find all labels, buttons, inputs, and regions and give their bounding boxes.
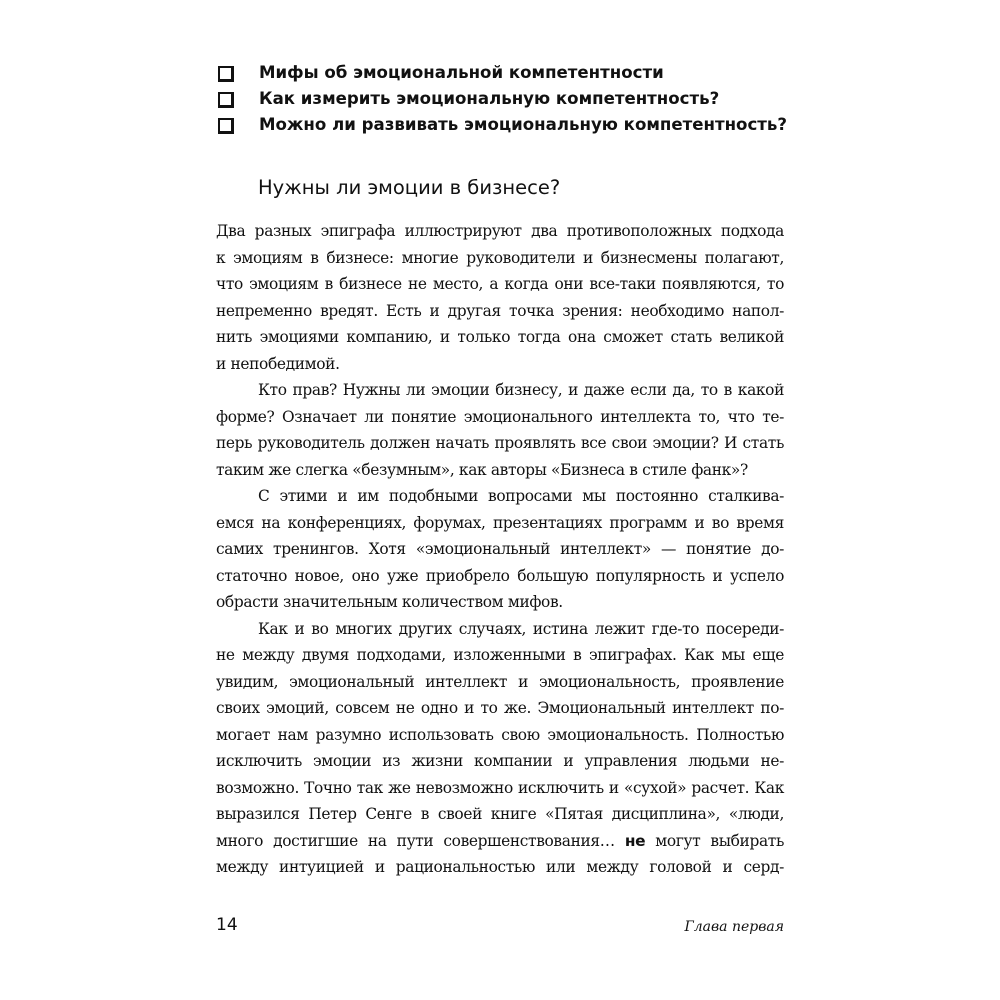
text-line: самих тренингов. Хотя «эмоциональный интеллект» — понятие до- [216,540,784,558]
text-segment: много достигшие на пути совершенствования… [216,831,615,850]
paragraph [216,483,784,616]
emphasized-word: не [624,831,646,850]
text-line: между интуицией и рациональностью или между головой и серд- [216,858,784,876]
text-line: к эмоциям в бизнесе: многие руководители и бизнесмены полагают, [216,248,784,267]
checklist-item-text: Можно ли развивать эмоциональную компетентность? [259,115,788,134]
text-line-with-emphasis [216,828,784,855]
text-line: выразился Петер Сенге в своей книге «Пятая дисциплина», «люди, [216,805,784,823]
text-line: Два разных эпиграфа иллюстрируют два противоположных подхода [216,222,784,240]
text-line: не между двумя подходами, изложенными в эпиграфах. Как мы еще [216,646,784,664]
paragraph [216,377,784,483]
book-page [216,0,788,1000]
text-line: своих эмоций, совсем не одно и то же. Эмоциональный интеллект по- [216,699,784,717]
text-line: могает нам разумно использовать свою эмоциональность. Полностью [216,725,784,744]
checklist-item [216,112,788,138]
text-line: перь руководитель должен начать проявлять все свои эмоции? И стать [216,434,784,452]
text-line: Кто прав? Нужны ли эмоции бизнесу, и даже если да, то в какой [258,381,784,399]
checklist-item-text: Мифы об эмоциональной компетентности [259,63,664,82]
text-line: нить эмоциями компанию, и только тогда она сможет стать великой [216,328,784,346]
text-line: статочно новое, оно уже приобрело большую популярность и успело [216,566,784,585]
text-line: емся на конференциях, форумах, презентациях программ и во время [216,513,784,532]
section-heading: Нужны ли эмоции в бизнесе? [258,176,561,199]
topic-checklist [216,60,788,138]
text-line: непременно вредят. Есть и другая точка зрения: необходимо напол- [216,301,784,320]
text-segment: могут выбирать [655,831,784,850]
page-number: 14 [216,915,238,935]
text-line: возможно. Точно так же невозможно исключить и «сухой» расчет. Как [216,778,784,797]
text-line: исключить эмоции из жизни компании и управления людьми не- [216,752,784,770]
body-text [216,218,784,881]
checkbox-square-icon [218,66,234,82]
checklist-item [216,86,784,112]
text-line: что эмоциям в бизнесе не место, а когда они все-таки появляются, то [216,275,784,293]
checklist-item-text: Как измерить эмоциональную компетентность? [259,89,720,108]
checklist-item [216,60,784,86]
text-line: обрасти значительным количеством мифов. [216,593,563,611]
paragraph [216,616,784,881]
text-line: увидим, эмоциональный интеллект и эмоциональность, проявление [216,672,784,691]
running-footer-chapter: Глава первая [684,919,784,935]
text-line: Как и во многих других случаях, истина лежит где-то посереди- [258,619,784,638]
text-line: форме? Означает ли понятие эмоционального интеллекта то, что те- [216,407,784,426]
text-line: С этими и им подобными вопросами мы постоянно сталкива- [258,487,784,505]
checkbox-square-icon [218,118,234,134]
paragraph [216,218,784,377]
text-line: таким же слегка «безумным», как авторы «Бизнеса в стиле фанк»? [216,460,748,479]
text-line: и непобедимой. [216,354,340,373]
checkbox-square-icon [218,92,234,108]
